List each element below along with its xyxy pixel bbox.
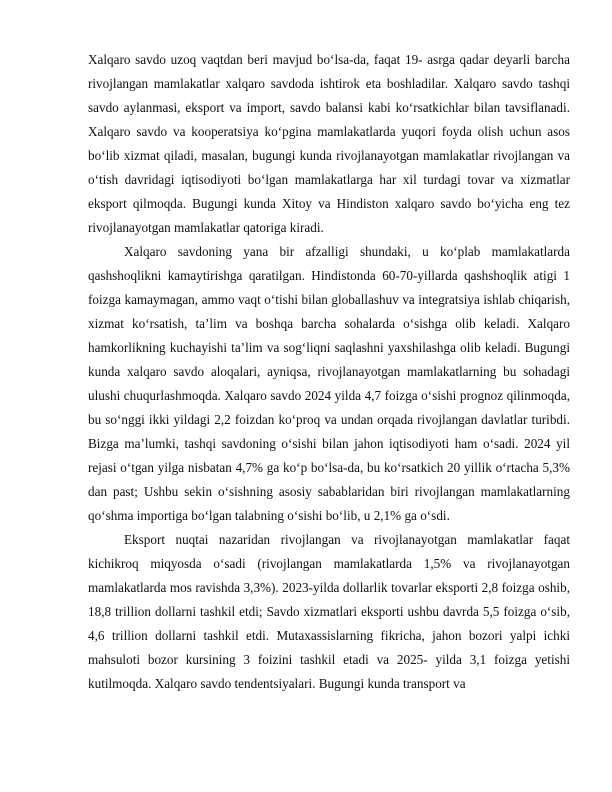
- paragraph-1: Xalqaro savdo uzoq vaqtdan beri mavjud bo‘lsa-da, faqat 19- asrga qadar deyarli barcha rivojlangan mamlakatlar xalqaro savdoda ishtirok eta boshladilar. Xalqaro savdo tashqi savdo aylanmasi, eksport va import, savdo balansi kabi ko‘rsatkichlar bilan tavsiflanadi. Xalqaro savdo va kooperatsiya ko‘pgina mamlakatlarda yuqori foyda olish uchun asos bo‘lib xizmat qiladi, masalan, bugungi kunda rivojlanayotgan mamlakatlar rivojlangan va o‘tish davridagi iqtisodiyoti bo‘lgan mamlakatlarga har xil turdagi tovar va xizmatlar eksport qilmoqda. Bugungi kunda Xitoy va Hindiston xalqaro savdo bo‘yicha eng tez rivojlanayotgan mamlakatlar qatoriga kiradi.: [88, 52, 570, 235]
- document-page: [88, 48, 570, 696]
- paragraph-3: Eksport nuqtai nazaridan rivojlangan va rivojlanayotgan mamlakatlar faqat kichikroq miqyosda o‘sadi (rivojlangan mamlakatlarda 1,5% va rivojlanayotgan mamlakatlarda mos ravishda 3,3%). 2023-yilda dollarlik tovarlar eksporti 2,8 foizga oshib, 18,8 trillion dollarni tashkil etdi; Savdo xizmatlari eksporti ushbu davrda 5,5 foizga o‘sib, 4,6 trillion dollarni tashkil etdi. Mutaxassislarning fikricha, jahon bozori yalpi ichki mahsuloti bozor kursining 3 foizini tashkil etadi va 2025- yilda 3,1 foizga yetishi kutilmoqda. Xalqaro savdo tendentsiyalari. Bugungi kunda transport va: [88, 532, 570, 691]
- paragraph-2: Xalqaro savdoning yana bir afzalligi shundaki, u ko‘plab mamlakatlarda qashshoqlikni kamaytirishga qaratilgan. Hindistonda 60-70-yillarda qashshoqlik atigi 1 foizga kamaymagan, ammo vaqt o‘tishi bilan globallashuv va integratsiya ishlab chiqarish, xizmat ko‘rsatish, ta’lim va boshqa barcha sohalarda o‘sishga olib keladi. Xalqaro hamkorlikning kuchayishi ta’lim va sog‘liqni saqlashni yaxshilashga olib keladi. Bugungi kunda xalqaro savdo aloqalari, ayniqsa, rivojlanayotgan mamlakatlarning bu sohadagi ulushi chuqurlashmoqda. Xalqaro savdo 2024 yilda 4,7 foizga o‘sishi prognoz qilinmoqda, bu so‘nggi ikki yildagi 2,2 foizdan ko‘proq va undan orqada rivojlangan davlatlar turibdi. Bizga ma’lumki, tashqi savdoning o‘sishi bilan jahon iqtisodiyoti ham o‘sadi. 2024 yil rejasi o‘tgan yilga nisbatan 4,7% ga ko‘p bo‘lsa-da, bu ko‘rsatkich 20 yillik o‘rtacha 5,3% dan past; Ushbu sekin o‘sishning asosiy sabablaridan biri rivojlangan mamlakatlarning qo‘shma importiga bo‘lgan talabning o‘sishi bo‘lib, u 2,1% ga o‘sdi.: [88, 244, 570, 523]
